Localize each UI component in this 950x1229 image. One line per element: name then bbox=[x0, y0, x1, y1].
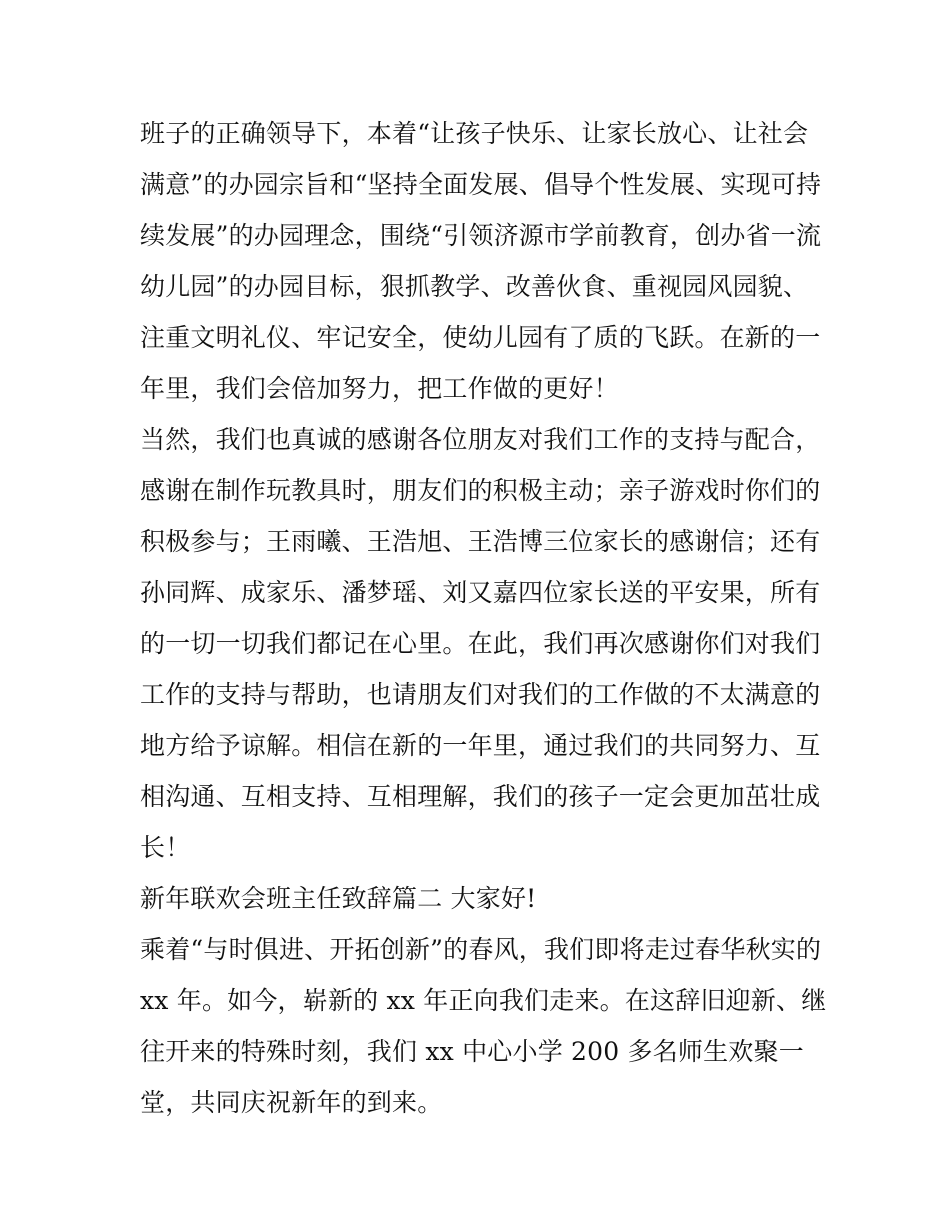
text-line: 积极参与；王雨曦、王浩旭、王浩博三位家长的感谢信；还有 bbox=[140, 527, 821, 556]
text-line: 感谢在制作玩教具时，朋友们的积极主动；亲子游戏时你们的 bbox=[140, 476, 821, 505]
document-body bbox=[140, 108, 830, 1128]
text-line: 续发展”的办园理念，围绕“引领济源市学前教育，创办省一流 bbox=[140, 221, 822, 250]
text-line: 满意”的办园宗旨和“坚持全面发展、倡导个性发展、实现可持 bbox=[140, 170, 822, 199]
text-line: 工作的支持与帮助，也请朋友们对我们的工作做的不太满意的 bbox=[140, 680, 821, 709]
text-line: 堂，共同庆祝新年的到来。 bbox=[140, 1088, 443, 1117]
text-line: 注重文明礼仪、牢记安全，使幼儿园有了质的飞跃。在新的一 bbox=[140, 323, 821, 352]
text-line: 往开来的特殊时刻，我们 xx 中心小学 200 多名师生欢聚一 bbox=[140, 1037, 804, 1066]
text-line: 当然，我们也真诚的感谢各位朋友对我们工作的支持与配合， bbox=[140, 425, 821, 454]
text-line: 幼儿园”的办园目标，狠抓教学、改善伙食、重视园风园貌、 bbox=[140, 272, 809, 301]
text-line: 相沟通、互相支持、互相理解，我们的孩子一定会更加茁壮成 bbox=[140, 782, 821, 811]
text-line: 孙同辉、成家乐、潘梦瑶、刘又嘉四位家长送的平安果，所有 bbox=[140, 578, 821, 607]
text-line: xx 年。如今，崭新的 xx 年正向我们走来。在这辞旧迎新、继 bbox=[140, 986, 827, 1015]
text-line: 的一切一切我们都记在心里。在此，我们再次感谢你们对我们 bbox=[140, 629, 821, 658]
text-line: 长！ bbox=[140, 833, 191, 862]
text-line: 地方给予谅解。相信在新的一年里，通过我们的共同努力、互 bbox=[140, 731, 821, 760]
text-line: 班子的正确领导下，本着“让孩子快乐、让家长放心、让社会 bbox=[140, 119, 809, 148]
text-line: 年里，我们会倍加努力，把工作做的更好！ bbox=[140, 374, 619, 403]
text-line: 乘着“与时俱进、开拓创新”的春风，我们即将走过春华秋实的 bbox=[140, 935, 822, 964]
section-heading: 新年联欢会班主任致辞篇二 大家好! bbox=[140, 884, 537, 913]
